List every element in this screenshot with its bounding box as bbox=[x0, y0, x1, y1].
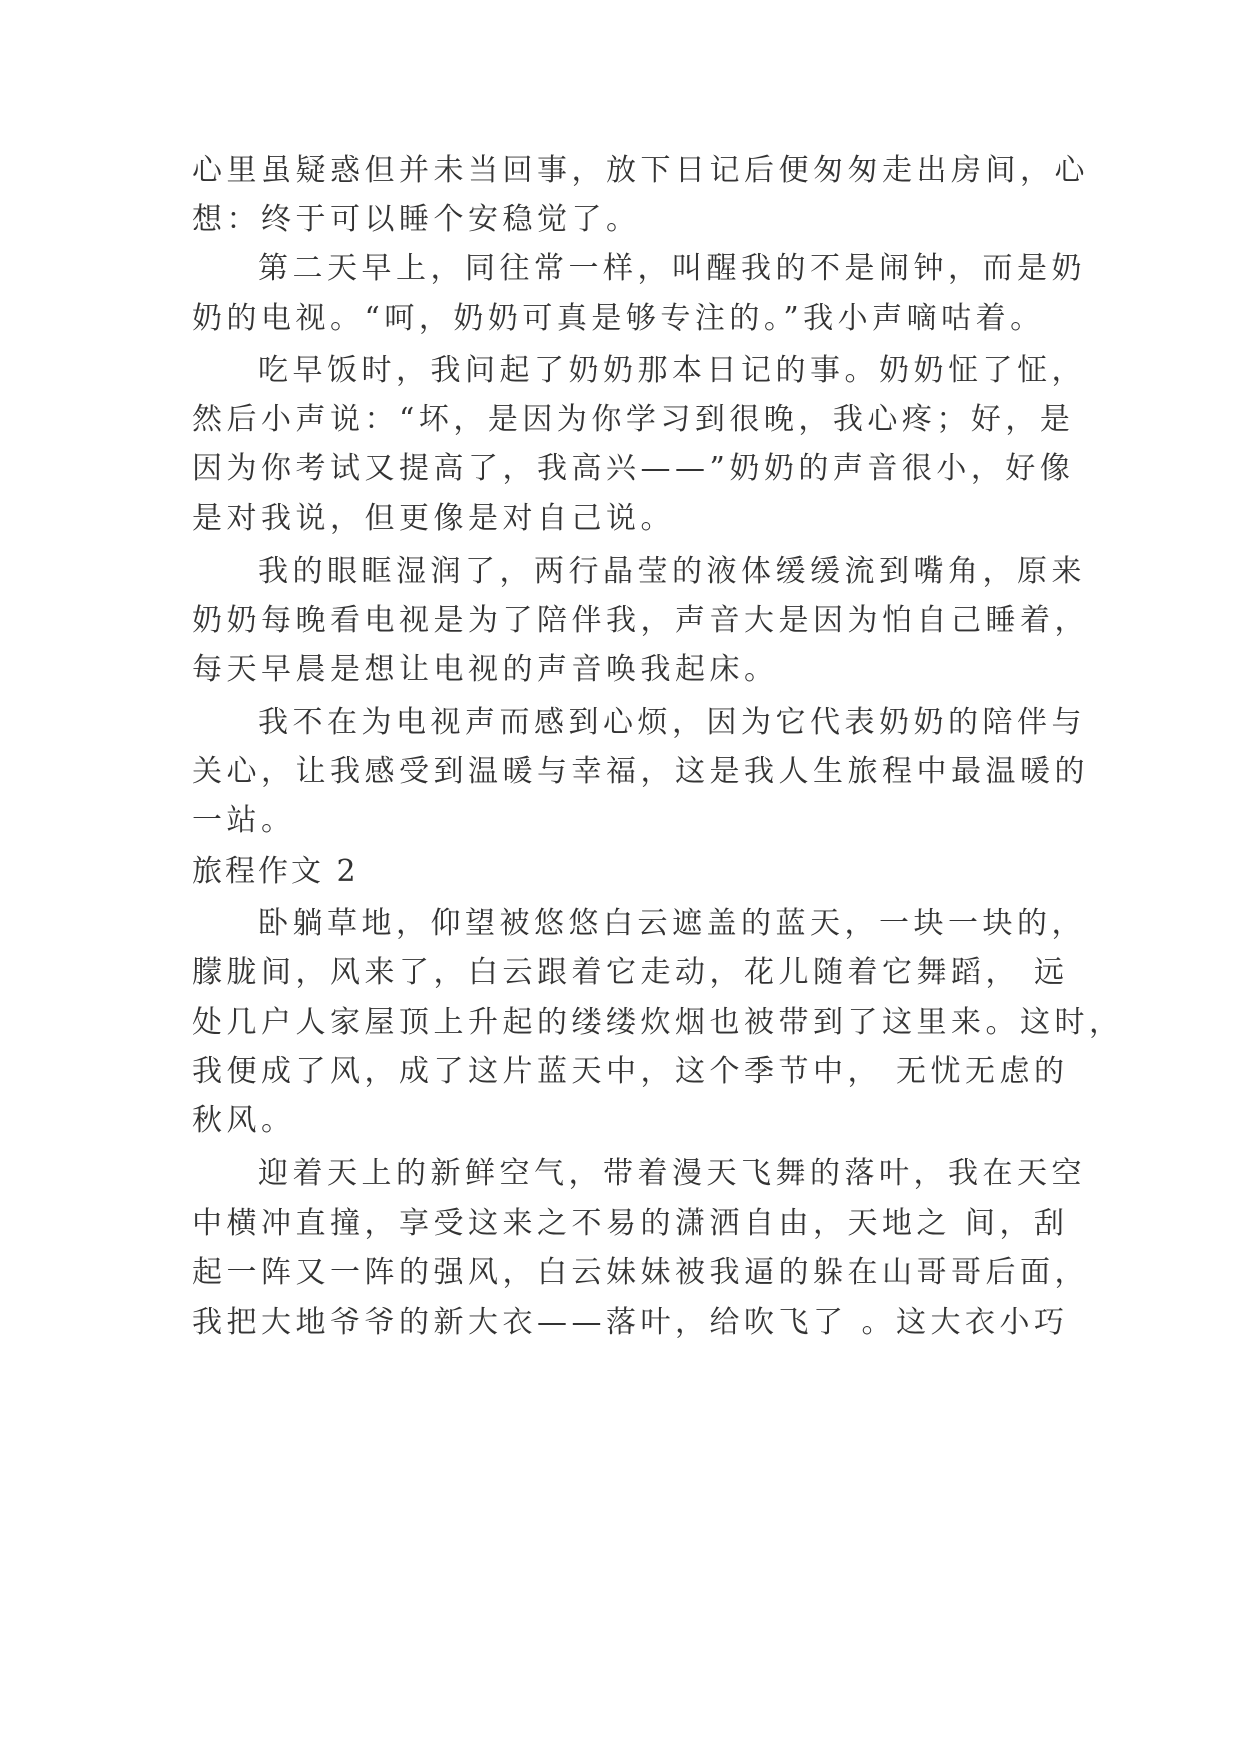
text-line: 心里虽疑惑但并未当回事，放下日记后便匆匆走出房间，心 bbox=[192, 153, 1089, 188]
text-line: 然后小声说：“坏，是因为你学习到很晚，我心疼；好，是 bbox=[192, 402, 1075, 437]
text-line: 我把大地爷爷的新大衣——落叶，给吹飞了 。这大衣小巧 bbox=[192, 1305, 1069, 1340]
text-line: 秋风。 bbox=[192, 1103, 296, 1138]
text-line: 因为你考试又提高了，我高兴——”奶奶的声音很小，好像 bbox=[192, 451, 1075, 486]
paragraph-first-line: 我的眼眶湿润了，两行晶莹的液体缓缓流到嘴角，原来 bbox=[258, 554, 1086, 589]
text-line: 奶的电视。“呵，奶奶可真是够专注的。”我小声嘀咕着。 bbox=[192, 301, 1045, 336]
paragraph-first-line: 第二天早上，同往常一样，叫醒我的不是闹钟，而是奶 bbox=[258, 251, 1086, 286]
text-line: 奶奶每晚看电视是为了陪伴我，声音大是因为怕自己睡着， bbox=[192, 603, 1089, 638]
text-line: 每天早晨是想让电视的声音唤我起床。 bbox=[192, 652, 779, 687]
paragraph-first-line: 我不在为电视声而感到心烦，因为它代表奶奶的陪伴与 bbox=[258, 705, 1086, 740]
text-line: 关心，让我感受到温暖与幸福，这是我人生旅程中最温暖的 bbox=[192, 754, 1089, 789]
text-line: 一站。 bbox=[192, 803, 296, 838]
text-line: 中横冲直撞，享受这来之不易的潇洒自由，天地之 间，刮 bbox=[192, 1206, 1069, 1241]
text-line: 我便成了风，成了这片蓝天中，这个季节中， 无忧无虑的 bbox=[192, 1054, 1069, 1089]
text-line: 想：终于可以睡个安稳觉了。 bbox=[192, 202, 641, 237]
text-line: 是对我说，但更像是对自己说。 bbox=[192, 501, 675, 536]
text-line: 处几户人家屋顶上升起的缕缕炊烟也被带到了这里来。这时， bbox=[192, 1005, 1124, 1040]
paragraph-first-line: 卧躺草地，仰望被悠悠白云遮盖的蓝天，一块一块的， bbox=[258, 906, 1086, 941]
paragraph-first-line: 吃早饭时，我问起了奶奶那本日记的事。奶奶怔了怔， bbox=[258, 353, 1086, 388]
section-heading: 旅程作文 2 bbox=[192, 854, 359, 889]
text-line: 朦胧间，风来了，白云跟着它走动，花儿随着它舞蹈， 远 bbox=[192, 955, 1069, 990]
text-line: 起一阵又一阵的强风，白云妹妹被我逼的躲在山哥哥后面， bbox=[192, 1255, 1089, 1290]
paragraph-first-line: 迎着天上的新鲜空气，带着漫天飞舞的落叶，我在天空 bbox=[258, 1156, 1086, 1191]
